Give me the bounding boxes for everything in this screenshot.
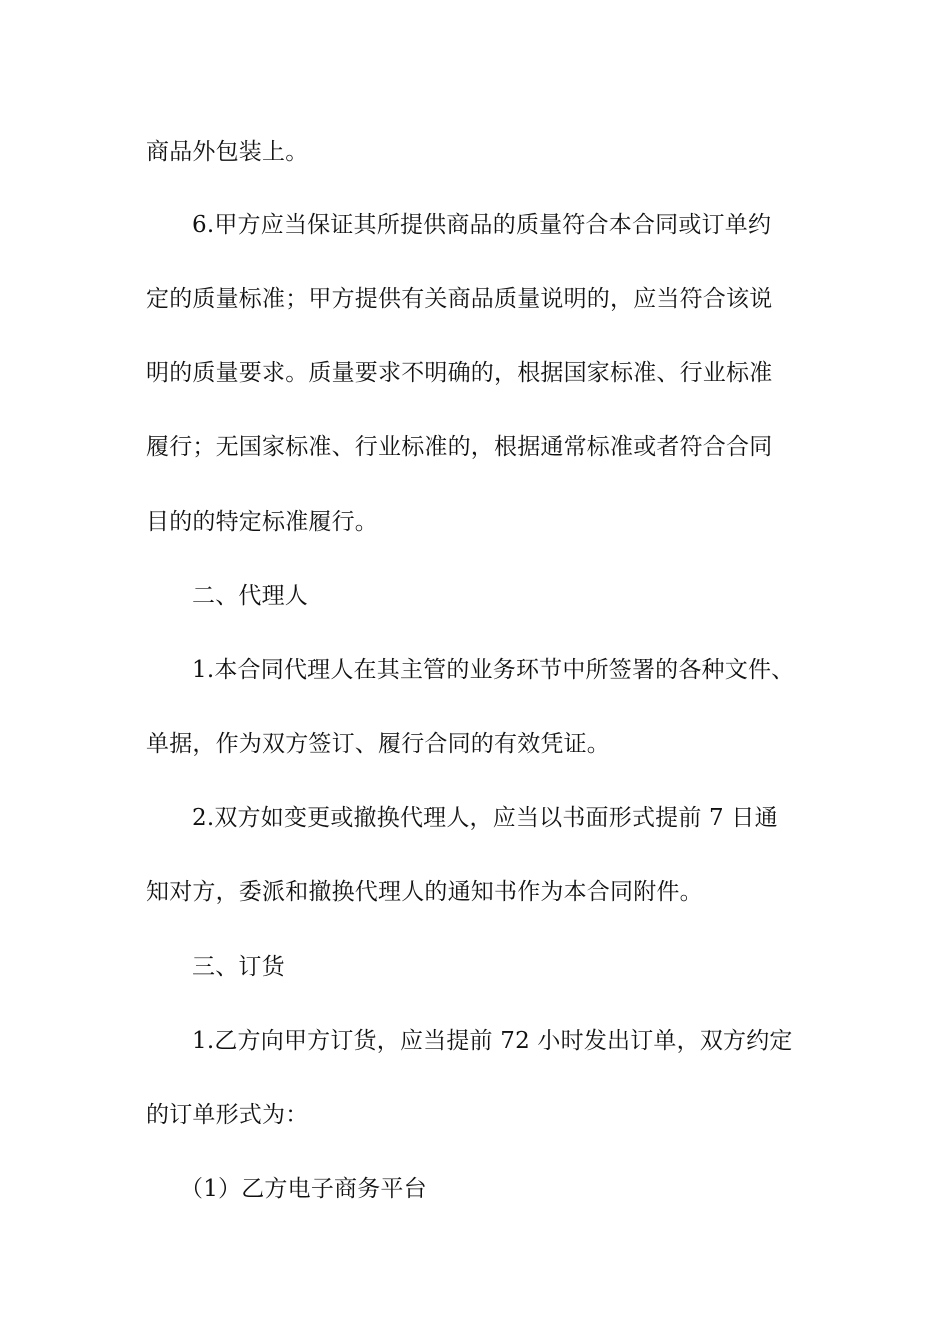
paragraph-line: 履行；无国家标准、行业标准的，根据通常标准或者符合合同 [146,434,773,460]
paragraph-line: 知对方，委派和撤换代理人的通知书作为本合同附件。 [146,879,703,905]
paragraph-line: 的订单形式为： [146,1102,309,1128]
paragraph-line: 2.双方如变更或撤换代理人，应当以书面形式提前 7 日通 [192,805,778,831]
paragraph-line: 目的的特定标准履行。 [146,509,378,535]
paragraph-line: 定的质量标准；甲方提供有关商品质量说明的，应当符合该说 [146,286,773,312]
paragraph-line: 单据，作为双方签订、履行合同的有效凭证。 [146,731,610,757]
list-item: （1）乙方电子商务平台 [180,1176,427,1202]
paragraph-line: 1.乙方向甲方订货，应当提前 72 小时发出订单，双方约定 [192,1028,793,1054]
section-heading: 三、订货 [192,954,285,980]
paragraph-line: 6.甲方应当保证其所提供商品的质量符合本合同或订单约 [192,212,772,238]
paragraph-line: 商品外包装上。 [146,139,309,165]
section-heading: 二、代理人 [192,583,308,609]
paragraph-line: 明的质量要求。质量要求不明确的，根据国家标准、行业标准 [146,360,773,386]
paragraph-line: 1.本合同代理人在其主管的业务环节中所签署的各种文件、 [192,657,795,683]
